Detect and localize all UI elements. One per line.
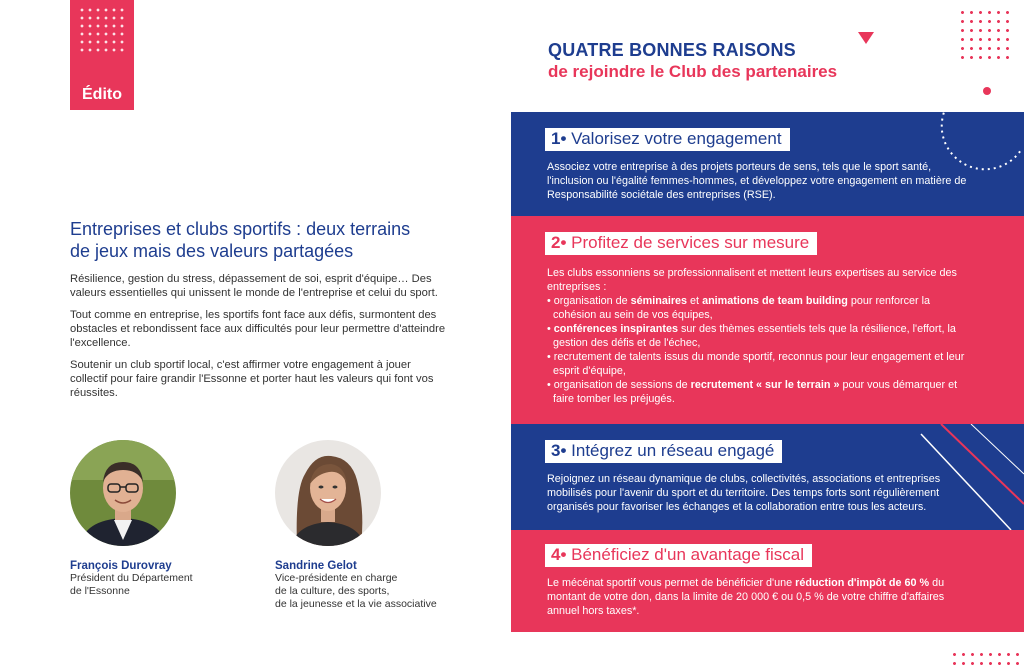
section-title: Entreprises et clubs sportifs : deux terrains de jeux mais des valeurs partagées [70,219,411,261]
person-gelot [275,440,437,611]
reason-panel-3 [511,424,1024,530]
dot-pattern [78,6,128,52]
person-role: Vice-présidente en charge de la culture, des sports, de la jeunesse et la vie associative [275,572,437,610]
reasons-heading: QUATRE BONNES RAISONS de rejoindre le Club des partenaires [548,40,838,81]
reason-body: Les clubs essonniens se professionnalisent et mettent leurs expertises au service des entreprises : • organisation de séminaires et animations de team building pour renforcer la cohésion au sein de vos équipes, • conférences inspirantes sur des thèmes essentiels tels que la résilience, l'effort, la gestion des défis et de l'échec, • recrutement de talents issus du monde sportif, reconnus pour leur engagement et leur esprit d'équipe, • organisation de sessions de recrutement « sur le terrain » pour vous démarquer et faire tomber les préjugés. [547,266,972,406]
reason-title: 1• Valorisez votre engagement [545,128,790,151]
reason-title: 2• Profitez de services sur mesure [545,232,817,255]
bullet-item: • organisation de sessions de recrutement « sur le terrain » pour vous démarquer et faire tomber les préjugés. [547,379,958,405]
bullet-item: • recrutement de talents issus du monde sportif, reconnus pour leur engagement et leur esprit d'équipe, [547,351,965,377]
reason-panel-2 [511,216,1024,424]
dot-icon [983,87,991,95]
bullet-item: • conférences inspirantes sur des thèmes essentiels tels que la résilience, l'effort, la gestion des défis et de l'échec, [547,323,956,349]
avatar [70,440,176,546]
intro-text [70,272,450,408]
reason-body: Associez votre entreprise à des projets porteurs de sens, tels que le sport santé, l'inclusion ou l'égalité femmes-hommes, et développez votre engagement en matière de Responsabilité sociétale des entreprises (RSE). [547,161,967,201]
dot-pattern [950,650,1020,668]
triangle-icon [858,32,874,44]
bullet-item: • organisation de séminaires et animations de team building pour renforcer la cohésion au sein de vos équipes, [547,295,931,321]
person-name: François Durovray [70,560,172,572]
paragraph: Soutenir un club sportif local, c'est affirmer votre engagement à jouer collectif pour faire grandir l'Essonne et porter haut les valeurs qui font vos réussites. [70,359,434,399]
reason-body: Rejoignez un réseau dynamique de clubs, collectivités, associations et entreprises mobilisés pour l'avenir du sport et du territoire. Des temps forts sont régulièrement organisés pour favoriser les échanges et la collaboration entre tous les acteurs. [547,473,941,513]
person-durovray [70,440,193,598]
person-name: Sandrine Gelot [275,560,357,572]
reason-title: 4• Bénéficiez d'un avantage fiscal [545,544,812,567]
paragraph: Tout comme en entreprise, les sportifs font face aux défis, surmontent des obstacles et rebondissent face aux difficultés pour leur permettre d'atteindre l'excellence. [70,309,446,349]
reason-title: 3• Intégrez un réseau engagé [545,440,782,463]
reason-panel-4 [511,530,1024,632]
reason-body: Le mécénat sportif vous permet de bénéficier d'une réduction d'impôt de 60 % du montant de votre don, dans la limite de 20 000 € ou 0,5 % de votre chiffre d'affaires annuel hors taxes*. [547,577,945,617]
edito-label: Édito [82,86,122,103]
avatar [275,440,381,546]
reason-panel-1 [511,112,1024,216]
paragraph: Résilience, gestion du stress, dépassement de soi, esprit d'équipe… Des valeurs essentielles qui unissent le monde de l'entreprise et celui du sport. [70,273,438,299]
edito-tab [70,0,134,110]
person-role: Président du Département de l'Essonne [70,572,193,597]
